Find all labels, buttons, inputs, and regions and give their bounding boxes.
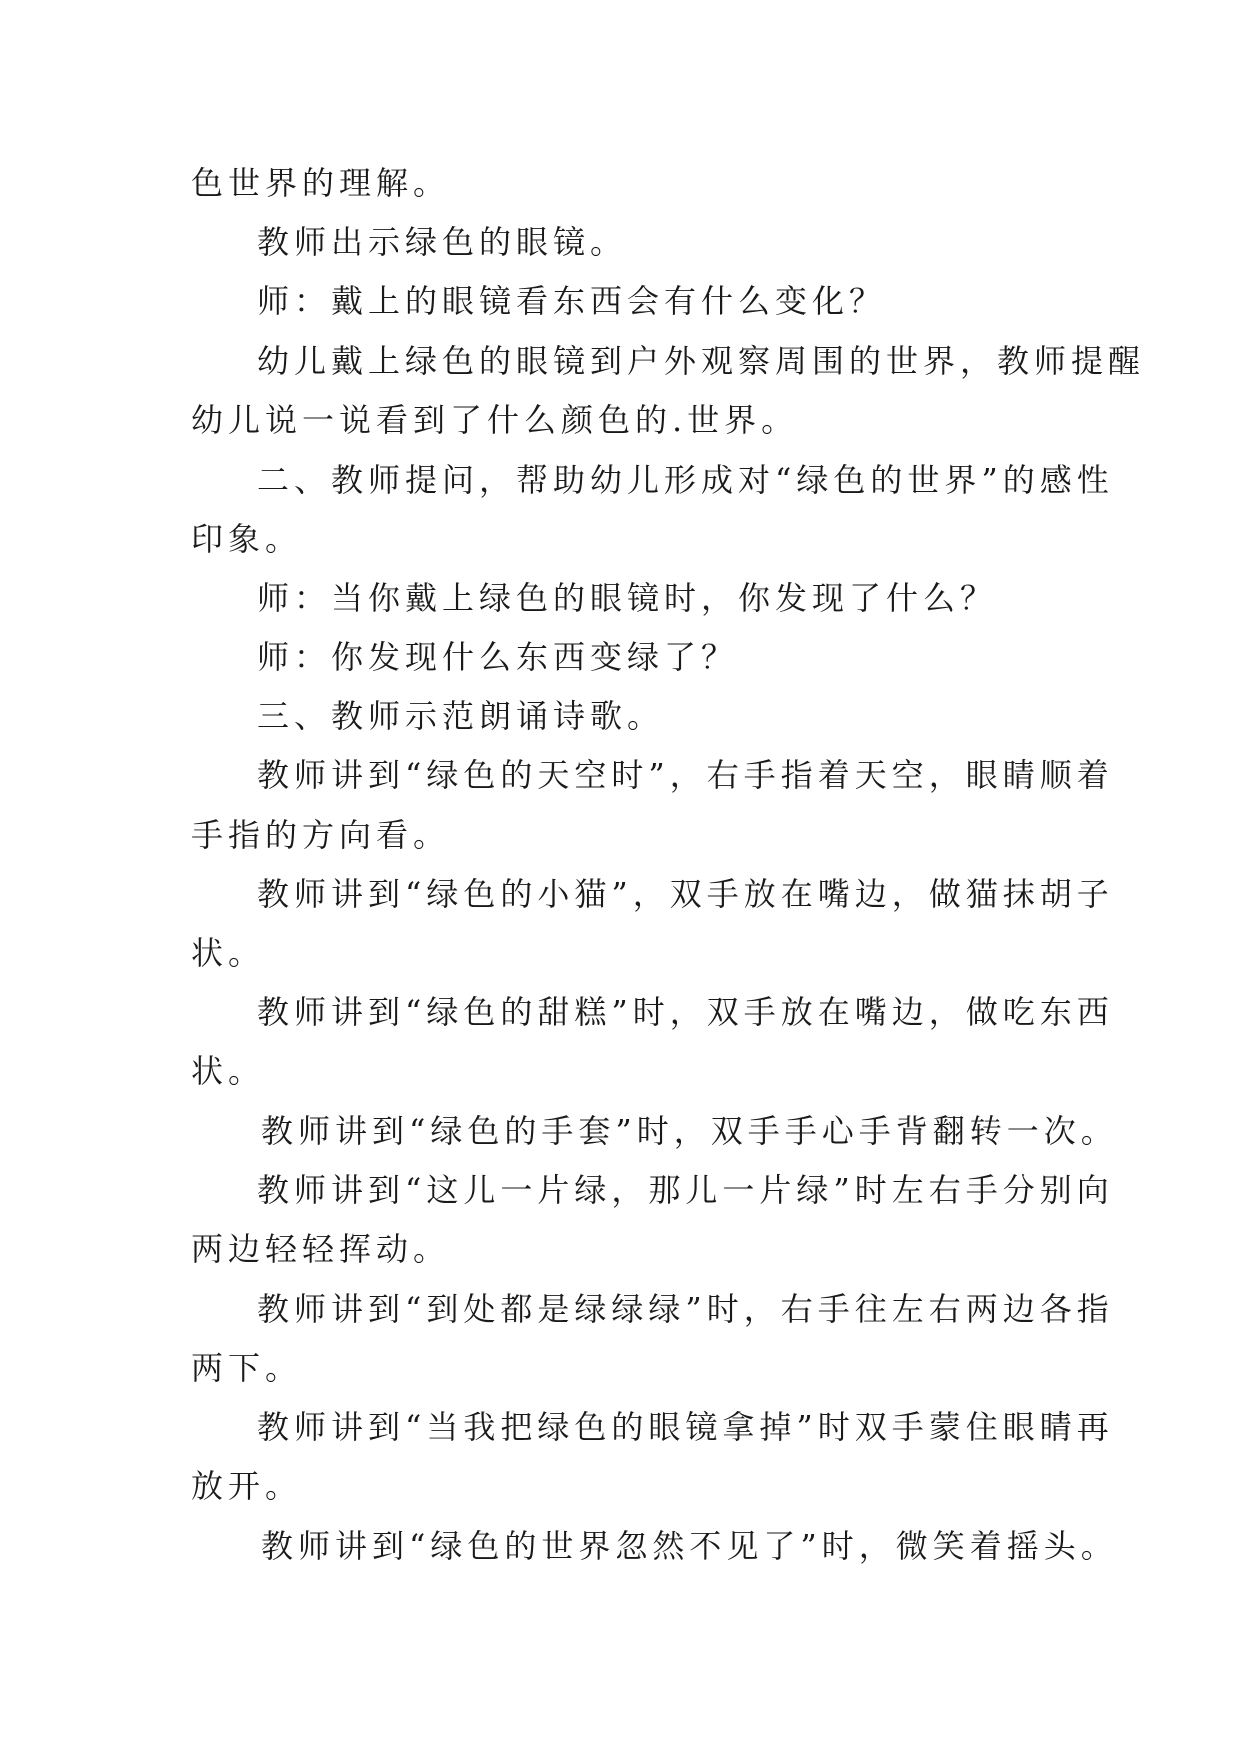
text-line: 幼儿说一说看到了什么颜色的.世界。 bbox=[191, 401, 799, 439]
text-line: 教师讲到“到处都是绿绿绿”时，右手往左右两边各指 bbox=[257, 1290, 1114, 1328]
text-line: 放开。 bbox=[191, 1467, 303, 1505]
text-line: 幼儿戴上绿色的眼镜到户外观察周围的世界，教师提醒 bbox=[257, 342, 1146, 380]
text-line: 师：戴上的眼镜看东西会有什么变化？ bbox=[257, 282, 887, 320]
text-line: 两下。 bbox=[191, 1349, 303, 1387]
text-line: 教师讲到“绿色的天空时”，右手指着天空，眼睛顺着 bbox=[257, 756, 1114, 794]
text-line: 教师讲到“绿色的手套”时，双手手心手背翻转一次。 bbox=[261, 1112, 1118, 1150]
text-line: 手指的方向看。 bbox=[191, 816, 451, 854]
text-line: 教师讲到“绿色的小猫”，双手放在嘴边，做猫抹胡子 bbox=[257, 875, 1114, 913]
text-line: 教师讲到“绿色的世界忽然不见了”时，微笑着摇头。 bbox=[261, 1527, 1118, 1565]
text-line: 印象。 bbox=[191, 520, 303, 558]
text-line: 师：你发现什么东西变绿了？ bbox=[257, 638, 739, 676]
text-line: 三、教师示范朗诵诗歌。 bbox=[257, 697, 665, 735]
text-line: 教师出示绿色的眼镜。 bbox=[257, 223, 628, 261]
text-line: 二、教师提问，帮助幼儿形成对“绿色的世界”的感性 bbox=[257, 461, 1114, 499]
text-line: 教师讲到“绿色的甜糕”时，双手放在嘴边，做吃东西 bbox=[257, 993, 1114, 1031]
text-line: 状。 bbox=[191, 1052, 266, 1090]
text-line: 色世界的理解。 bbox=[191, 164, 451, 202]
text-line: 状。 bbox=[191, 934, 266, 972]
text-line: 教师讲到“当我把绿色的眼镜拿掉”时双手蒙住眼睛再 bbox=[257, 1408, 1114, 1446]
text-line: 教师讲到“这儿一片绿，那儿一片绿”时左右手分别向 bbox=[257, 1171, 1114, 1209]
text-line: 师：当你戴上绿色的眼镜时，你发现了什么？ bbox=[257, 579, 998, 617]
text-line: 两边轻轻挥动。 bbox=[191, 1230, 451, 1268]
